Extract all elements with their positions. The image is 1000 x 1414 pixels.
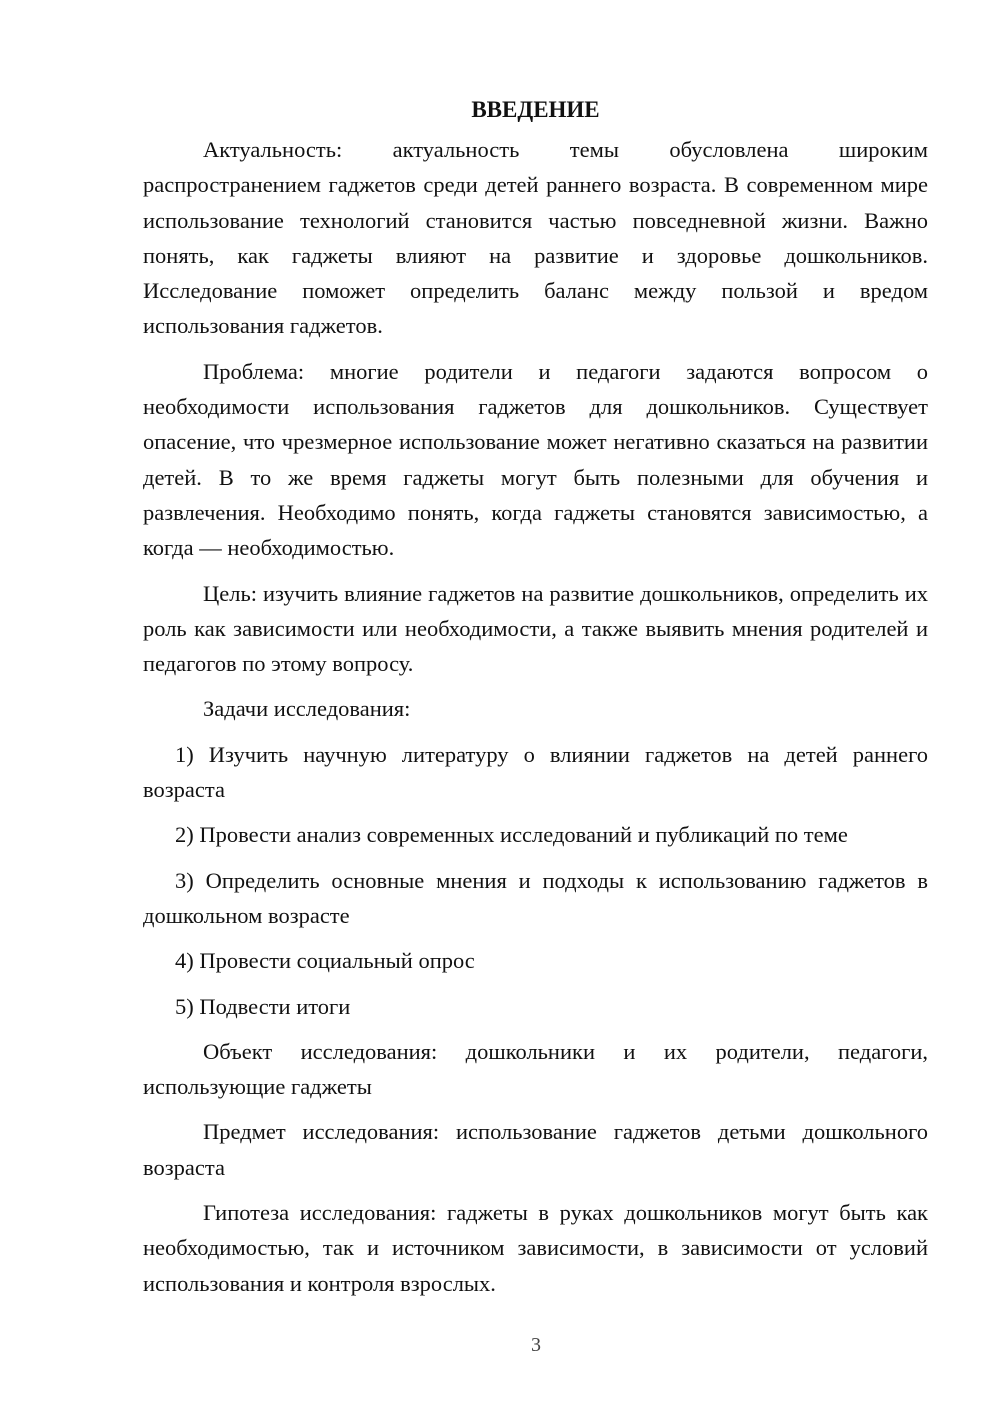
page-title: ВВЕДЕНИЕ [471,97,600,122]
list-item: 1) Изучить научную литературу о влиянии гаджетов на детей раннего возраста [143,741,928,803]
tasks-list [143,737,928,1024]
list-item: 3) Определить основные мнения и подходы к использованию гаджетов в дошкольном возрасте [143,867,928,928]
paragraph-hypothesis: Гипотеза исследования: гаджеты в руках дошкольников могут быть как необходимостью, так и источником зависимости, в зависимости от условий использования и контроля взрослых. [143,1200,928,1296]
paragraph-object: Объект исследования: дошкольники и их родители, педагоги, использующие гаджеты [143,1038,928,1100]
paragraph-subject: Предмет исследования: использование гаджетов детьми дошкольного возраста [143,1119,928,1180]
page-number: 3 [531,1334,541,1356]
paragraph-problem: Проблема: многие родители и педагоги задаются вопросом о необходимости использования гаджетов для дошкольников. Существует опасение, что чрезмерное использование может негативно сказаться на развитии детей. В то же время гаджеты могут быть полезными для обучения и развлечения. Необходимо понять, когда гаджеты становятся зависимостью, а когда — необходимостью. [143,358,928,561]
list-item: 5) Подвести итоги [175,993,351,1019]
list-item: 2) Провести анализ современных исследований и публикаций по теме [175,822,848,848]
paragraph-goal: Цель: изучить влияние гаджетов на развитие дошкольников, определить их роль как зависимости или необходимости, а также выявить мнения родителей и педагогов по этому вопросу. [143,580,928,677]
paragraph-relevance: Актуальность: актуальность темы обусловлена широким распространением гаджетов среди детей раннего возраста. В современном мире использование технологий становится частью повседневной жизни. Важно понять, как гаджеты влияют на развитие и здоровье дошкольников. Исследование поможет определить баланс между пользой и вредом использования гаджетов. [143,137,928,339]
tasks-heading: Задачи исследования: [203,696,411,722]
document-page [143,92,928,1311]
list-item: 4) Провести социальный опрос [175,948,475,974]
